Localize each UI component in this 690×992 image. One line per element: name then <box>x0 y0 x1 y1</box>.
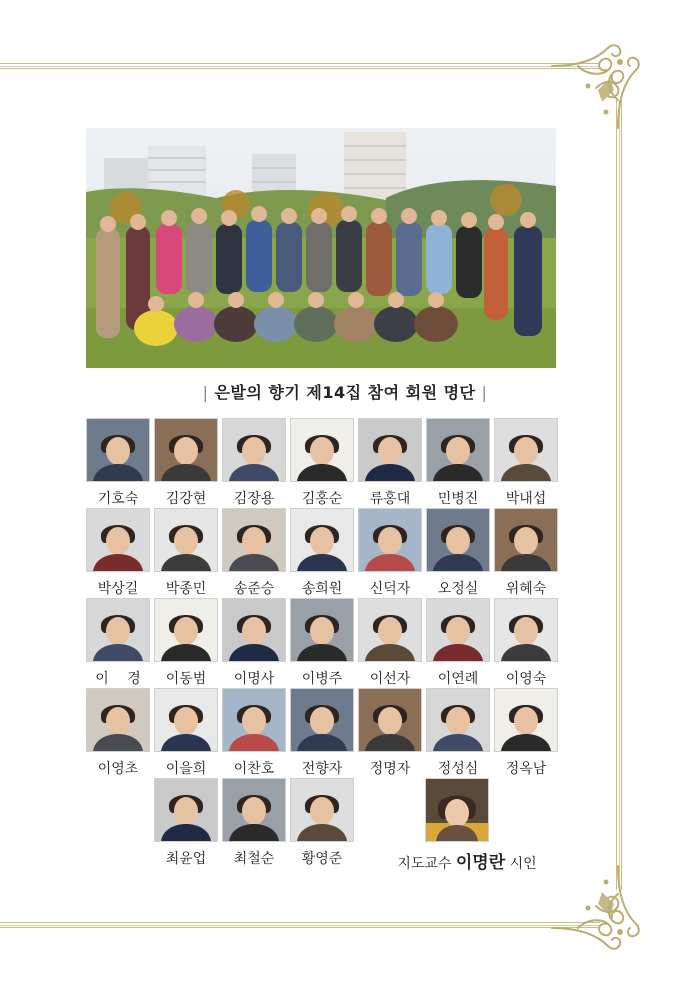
member-photo <box>290 508 354 572</box>
member-card <box>86 598 150 688</box>
member-card <box>358 508 422 598</box>
advisor-photo <box>425 778 489 842</box>
member-card <box>154 418 218 508</box>
member-name: 김강현 <box>165 491 207 507</box>
member-name: 이명사 <box>233 671 275 687</box>
member-card <box>290 688 354 778</box>
member-name: 정옥남 <box>505 761 547 777</box>
member-card <box>494 688 558 778</box>
member-card <box>154 778 218 868</box>
member-name: 박종민 <box>165 581 207 597</box>
member-card <box>426 508 490 598</box>
member-name: 정성심 <box>437 761 479 777</box>
page-title <box>0 380 690 403</box>
member-photo <box>494 508 558 572</box>
member-photo <box>222 508 286 572</box>
member-photo <box>290 598 354 662</box>
member-photo <box>86 418 150 482</box>
member-name: 정명자 <box>369 761 411 777</box>
member-name: 이동범 <box>165 671 207 687</box>
member-name: 이영초 <box>97 761 139 777</box>
member-name: 김장용 <box>233 491 275 507</box>
member-card <box>290 418 354 508</box>
member-card <box>290 778 354 868</box>
member-name: 최윤업 <box>165 851 207 867</box>
member-name: 최철순 <box>233 851 275 867</box>
member-photo <box>86 688 150 752</box>
advisor-prefix: 지도교수 <box>397 856 452 872</box>
member-card <box>426 598 490 688</box>
member-name: 신덕자 <box>369 581 411 597</box>
member-photo <box>222 418 286 482</box>
member-photo <box>426 688 490 752</box>
member-card <box>494 418 558 508</box>
member-card <box>358 688 422 778</box>
member-photo <box>290 778 354 842</box>
member-card <box>222 418 286 508</box>
member-name: 박내섭 <box>505 491 547 507</box>
member-photo <box>154 418 218 482</box>
member-photo <box>154 688 218 752</box>
member-photo <box>358 598 422 662</box>
member-card <box>154 508 218 598</box>
member-name: 송희원 <box>301 581 343 597</box>
member-name: 송준승 <box>233 581 275 597</box>
title-bar-right: | <box>481 383 488 402</box>
member-card <box>494 598 558 688</box>
top-frame-line <box>0 63 600 69</box>
member-photo <box>494 598 558 662</box>
member-photo <box>426 418 490 482</box>
member-card <box>86 508 150 598</box>
member-photo <box>290 418 354 482</box>
member-photo <box>358 418 422 482</box>
member-photo <box>494 688 558 752</box>
member-photo <box>426 508 490 572</box>
member-name: 기호숙 <box>97 491 139 507</box>
group-photo <box>86 128 556 368</box>
member-photo <box>426 598 490 662</box>
member-name: 이병주 <box>301 671 343 687</box>
member-photo <box>358 508 422 572</box>
top-right-ornament-icon <box>548 40 640 132</box>
member-card <box>358 418 422 508</box>
advisor-caption <box>372 848 562 873</box>
member-card <box>222 778 286 868</box>
member-card <box>222 598 286 688</box>
member-name: 전향자 <box>301 761 343 777</box>
title-bar-left: | <box>202 383 209 402</box>
member-card <box>290 598 354 688</box>
member-card <box>426 418 490 508</box>
member-name: 이영숙 <box>505 671 547 687</box>
member-name: 민병진 <box>437 491 479 507</box>
title-text: 은발의 향기 제14집 참여 회원 명단 <box>214 383 476 402</box>
member-photo <box>222 598 286 662</box>
member-photo <box>290 688 354 752</box>
member-photo <box>494 418 558 482</box>
member-photo <box>154 508 218 572</box>
member-name: 이 경 <box>95 671 141 687</box>
member-photo <box>154 778 218 842</box>
member-name: 이찬호 <box>233 761 275 777</box>
advisor-suffix: 시인 <box>509 856 537 872</box>
member-photo <box>222 778 286 842</box>
member-card <box>290 508 354 598</box>
member-card <box>154 688 218 778</box>
member-photo <box>222 688 286 752</box>
member-name: 이연례 <box>437 671 479 687</box>
member-photo <box>358 688 422 752</box>
member-photo <box>86 598 150 662</box>
advisor-name: 이명란 <box>455 853 506 873</box>
member-card <box>86 418 150 508</box>
member-name: 오정실 <box>437 581 479 597</box>
member-card <box>86 688 150 778</box>
advisor <box>372 778 562 873</box>
member-name: 이을희 <box>165 761 207 777</box>
member-name: 박상길 <box>97 581 139 597</box>
member-card <box>494 508 558 598</box>
member-name: 이선자 <box>369 671 411 687</box>
member-card <box>358 598 422 688</box>
member-name: 김홍순 <box>301 491 343 507</box>
right-frame-line <box>616 100 622 890</box>
member-photo <box>154 598 218 662</box>
bottom-right-ornament-icon <box>548 862 640 954</box>
member-card <box>222 508 286 598</box>
member-name: 위혜숙 <box>505 581 547 597</box>
member-card <box>222 688 286 778</box>
bottom-frame-line <box>0 922 600 928</box>
member-photo <box>86 508 150 572</box>
member-card <box>154 598 218 688</box>
member-name: 황영준 <box>301 851 343 867</box>
member-card <box>426 688 490 778</box>
member-name: 류홍대 <box>369 491 411 507</box>
